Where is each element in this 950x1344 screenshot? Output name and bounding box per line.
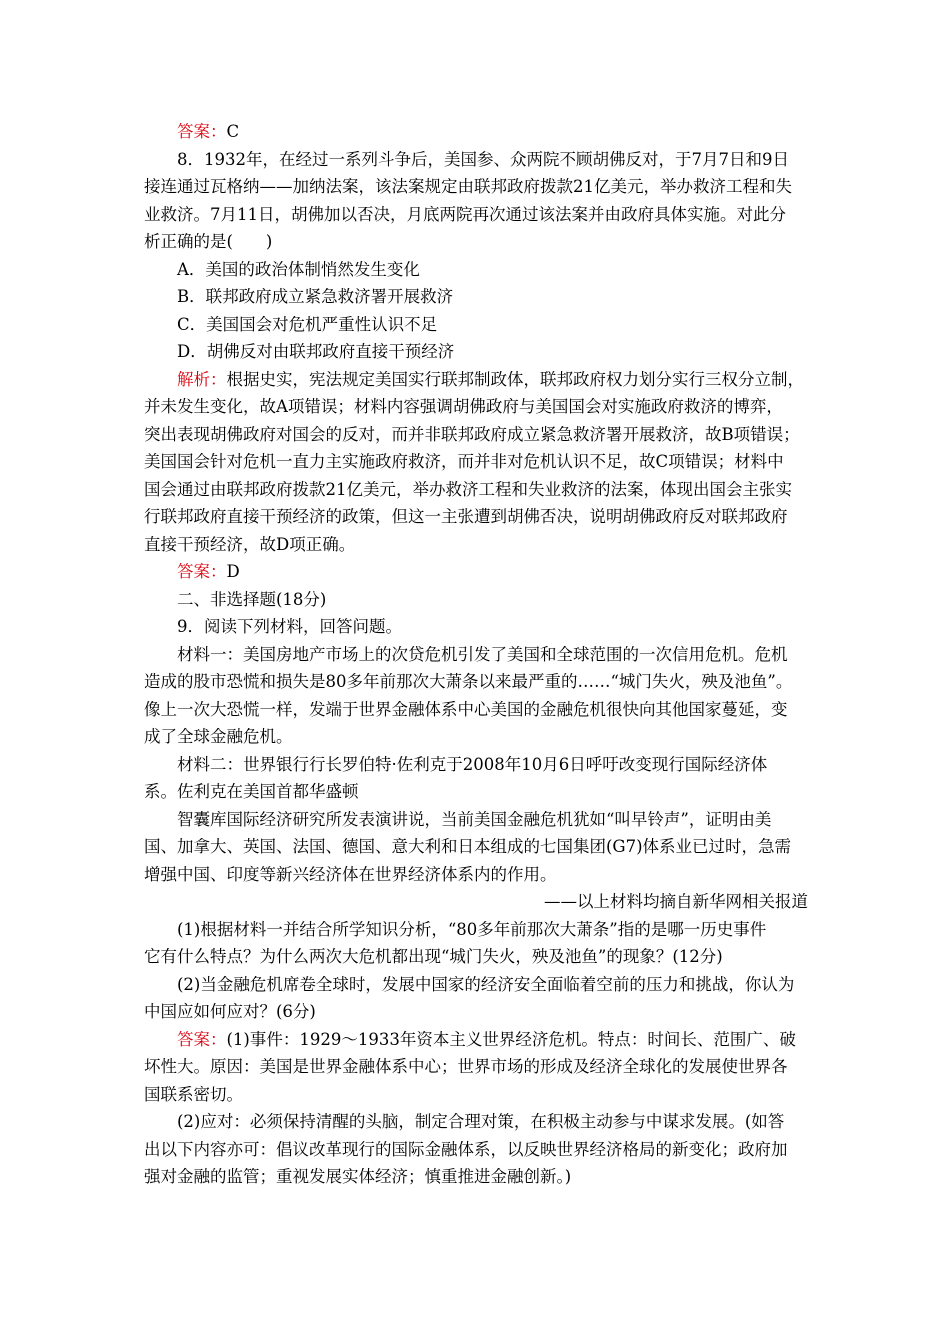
section-title: 二、非选择题(18分) xyxy=(177,589,327,609)
material-2-line: 材料二：世界银行行长罗伯特·佐利克于2008年10月6日呼吁改变现行国际经济体 xyxy=(177,754,768,774)
answer-value: C xyxy=(226,122,240,141)
answer-value: D xyxy=(226,562,240,581)
material-2-line: 增强中国、印度等新兴经济体在世界经济体系内的作用。 xyxy=(144,864,557,884)
answer-text: (1)事件：1929～1933年资本主义世界经济危机。特点：时间长、范围广、破 xyxy=(226,1029,796,1049)
answer-q8 xyxy=(144,558,810,586)
answer-q9-2-line: (2)应对：必须保持清醒的头脑，制定合理对策，在积极主动参与中谋求发展。(如答 xyxy=(177,1112,785,1131)
sub-question-1: (1)根据材料一并结合所学知识分析，“80多年前那次大萧条”指的是哪一历史事件 xyxy=(177,919,767,939)
q8-analysis-line: 行联邦政府直接干预经济的政策，但这一主张遭到胡佛否决，说明胡佛政府反对联邦政府 xyxy=(144,507,788,526)
q9-stem: 9．阅读下列材料，回答问题。 xyxy=(177,617,402,636)
q8-analysis-line: 美国国会针对危机一直力主实施政府救济，而并非对危机认识不足，故C项错误；材料中 xyxy=(144,452,784,471)
q8-analysis-line: 并未发生变化，故A项错误；材料内容强调胡佛政府与美国国会对实施政府救济的博弈， xyxy=(144,397,783,416)
q8-option-a: A．美国的政治体制悄然发生变化 xyxy=(177,259,420,279)
q8-analysis-line: 直接干预经济，故D项正确。 xyxy=(144,534,356,554)
answer-q7 xyxy=(144,118,810,146)
material-2-line: 国、加拿大、英国、法国、德国、意大利和日本组成的七国集团(G7)体系业已过时，急需 xyxy=(144,837,792,856)
sub-question-1: 它有什么特点？为什么两次大危机都出现“城门失火，殃及池鱼”的现象？(12分) xyxy=(144,947,723,966)
answer-label: 答案： xyxy=(177,562,227,581)
answer-q9-2-line: 出以下内容亦可：倡议改革现行的国际金融体系，以反映世界经济格局的新变化；政府加 xyxy=(144,1139,788,1159)
material-1-line: 像上一次大恐慌一样，发端于世界金融体系中心美国的金融危机很快向其他国家蔓延，变 xyxy=(144,699,788,719)
analysis-text: 根据史实，宪法规定美国实行联邦制政体，联邦政府权力划分实行三权分立制， xyxy=(226,369,804,389)
answer-label: 答案： xyxy=(177,1029,227,1049)
q8-stem-line: 业救济。7月11日，胡佛加以否决，月底两院再次通过该法案并由政府具体实施。对此分 xyxy=(144,204,786,224)
q8-stem-line: 析正确的是( ) xyxy=(144,232,273,251)
material-2-line: 智囊库国际经济研究所发表演讲说，当前美国金融危机犹如“叫早铃声”，证明由美 xyxy=(177,809,772,829)
q8-analysis-line: 突出表现胡佛政府对国会的反对，而并非联邦政府成立紧急救济署开展救济，故B项错误； xyxy=(144,424,800,444)
material-source: ——以上材料均摘自新华网相关报道 xyxy=(544,892,808,911)
material-1-line: 成了全球金融危机。 xyxy=(144,727,293,746)
sub-question-2: (2)当金融危机席卷全球时，发展中国家的经济安全面临着空前的压力和挑战，你认为 xyxy=(177,974,795,994)
q8-analysis-line: 国会通过由联邦政府拨款21亿美元，举办救济工程和失业救济的法案，体现出国会主张实 xyxy=(144,479,792,499)
answer-q9-1-line: 国联系密切。 xyxy=(144,1084,243,1104)
document-page xyxy=(144,118,810,1191)
q8-analysis-line xyxy=(144,366,810,394)
q8-option-d: D．胡佛反对由联邦政府直接干预经济 xyxy=(177,342,455,361)
answer-q9-1 xyxy=(144,1026,810,1054)
material-2-line: 系。佐利克在美国首都华盛顿 xyxy=(144,782,359,801)
answer-label: 答案： xyxy=(177,122,227,141)
q8-option-b: B．联邦政府成立紧急救济署开展救济 xyxy=(177,287,454,306)
q8-stem-line: 接连通过瓦格纳——加纳法案，该法案规定由联邦政府拨款21亿美元，举办救济工程和失 xyxy=(144,177,792,196)
analysis-label: 解析： xyxy=(177,369,227,389)
q8-stem-line: 8．1932年，在经过一系列斗争后，美国参、众两院不顾胡佛反对，于7月7日和9日 xyxy=(177,149,789,169)
answer-q9-2-line: 强对金融的监管；重视发展实体经济；慎重推进金融创新。) xyxy=(144,1167,572,1186)
answer-q9-1-line: 坏性大。原因：美国是世界金融体系中心；世界市场的形成及经济全球化的发展使世界各 xyxy=(144,1057,788,1076)
question-9 xyxy=(144,613,810,1191)
material-1-line: 造成的股市恐慌和损失是80多年前那次大萧条以来最严重的……“城门失火，殃及池鱼”。 xyxy=(144,672,793,691)
question-8 xyxy=(144,146,810,586)
q8-option-c: C．美国国会对危机严重性认识不足 xyxy=(177,314,438,334)
sub-question-2: 中国应如何应对？(6分) xyxy=(144,1002,316,1021)
material-1-line: 材料一：美国房地产市场上的次贷危机引发了美国和全球范围的一次信用危机。危机 xyxy=(177,644,788,664)
